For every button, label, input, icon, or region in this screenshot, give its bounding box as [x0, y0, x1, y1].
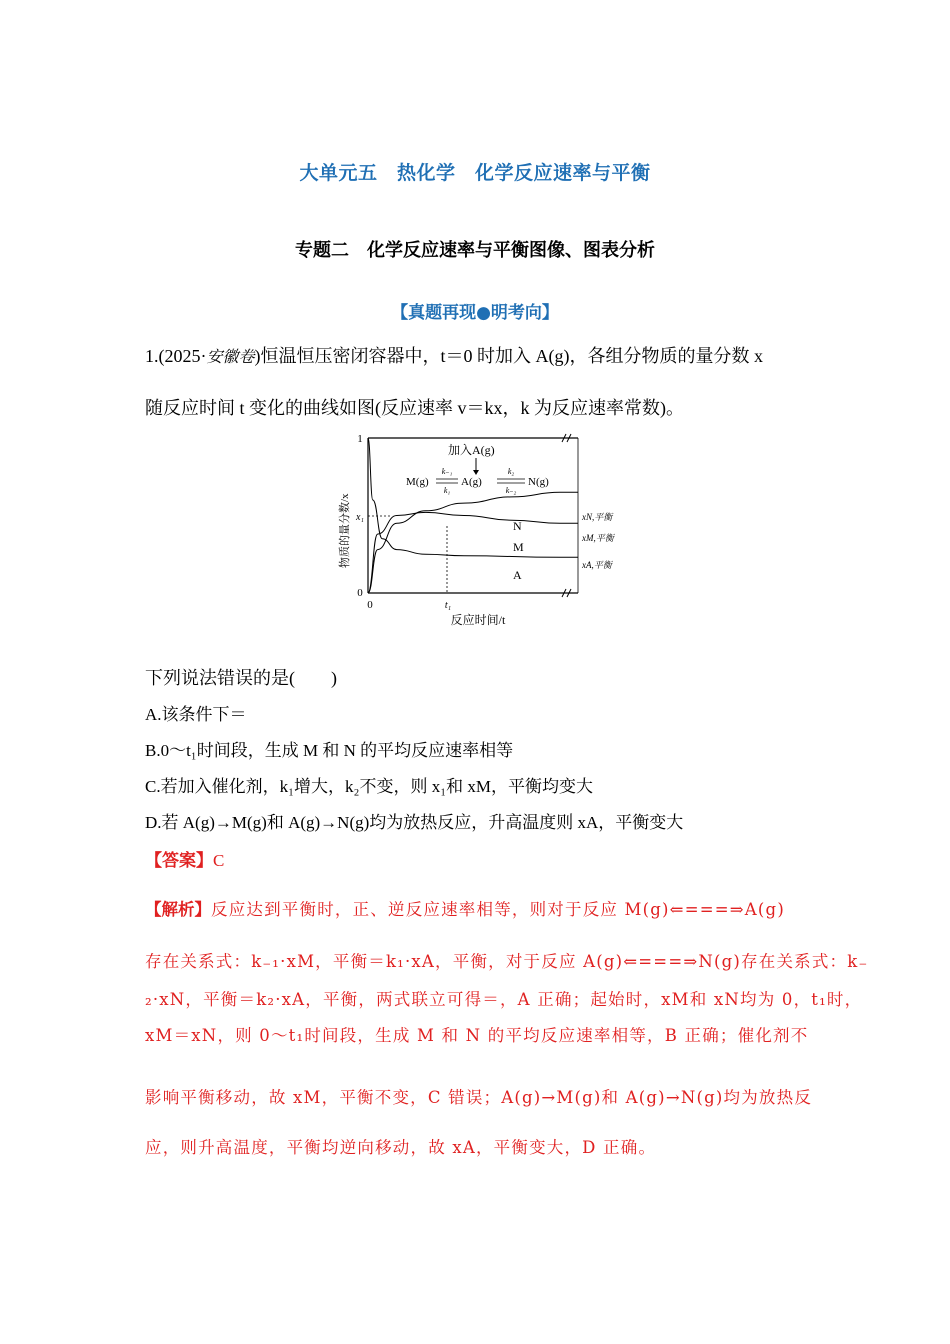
- y-axis-label: 物质的量分数/x: [339, 493, 351, 568]
- option-c: C.若加入催化剂，k₁增大，k₂不变，则 x₁和 xM，平衡均变大: [145, 777, 593, 796]
- analysis-line-6: 应，则升高温度，平衡均逆向移动，故 xA，平衡变大，D 正确。: [145, 1138, 657, 1157]
- analysis-line-2: 存在关系式：k₋₁·xM，平衡＝k₁·xA，平衡，对于反应 A(g)⇐===⇒N(g)存在关系式：k₋: [145, 952, 869, 971]
- scheme-left: M(g): [406, 476, 429, 488]
- series-M-label: M: [513, 540, 524, 554]
- y-tick-0: 0: [357, 587, 363, 599]
- series-N-end-label: xN,平衡: [582, 512, 613, 522]
- series-A-label: A: [513, 568, 522, 582]
- unit-title: 大单元五 热化学 化学反应速率与平衡: [299, 162, 651, 184]
- answer-tag: 【答案】: [145, 851, 213, 871]
- mole-fraction-chart: [330, 428, 630, 633]
- analysis-line-5: 影响平衡移动，故 xM，平衡不变，C 错误；A(g)→M(g)和 A(g)→N(g)均为放热反: [145, 1088, 813, 1107]
- question-line-1: 1.(2025·安徽卷)恒温恒压密闭容器中，t＝0 时加入 A(g)，各组分物质的量分数 x: [145, 346, 763, 366]
- y-tick-1: 1: [357, 433, 363, 445]
- option-d: D.若 A(g)→M(g)和 A(g)→N(g)均为放热反应，升高温度则 xA，平衡变大: [145, 813, 684, 832]
- x-tick-t1: t₁: [444, 600, 452, 611]
- scheme-k-right-bottom: k₋₂: [505, 486, 517, 495]
- analysis-line-4: xM＝xN，则 0～t₁时间段，生成 M 和 N 的平均反应速率相等，B 正确；催化剂不: [145, 1026, 809, 1045]
- analysis-tag: 【解析】: [145, 900, 211, 919]
- series-M-end-label: xM,平衡: [582, 533, 614, 543]
- analysis-line-1: 【解析】反应达到平衡时，正、逆反应速率相等，则对于反应 M(g)⇐===⇒A(g): [145, 900, 785, 919]
- analysis-line-3: ₂·xN，平衡＝k₂·xA，平衡，两式联立可得＝，A 正确；起始时，xM和 xN均为 0，t₁时，: [145, 990, 863, 1009]
- series-N-label: N: [513, 519, 522, 533]
- option-a: A.该条件下＝: [145, 705, 247, 724]
- equilibrium-arrow-right: [497, 479, 525, 483]
- question-source: 安徽卷: [206, 347, 255, 366]
- series-A-end-label: xA,平衡: [582, 560, 612, 570]
- series-N-line: [368, 492, 578, 593]
- question-prompt: 下列说法错误的是( ): [145, 668, 337, 688]
- scheme-k-left-bottom: k₁: [443, 486, 451, 495]
- scheme-right: N(g): [528, 476, 549, 488]
- annotation-add-A: 加入A(g): [448, 443, 495, 457]
- topic-title: 专题二 化学反应速率与平衡图像、图表分析: [295, 240, 655, 261]
- scheme-k-left-top: k₋₁: [441, 467, 453, 476]
- x-axis-label: 反应时间/t: [450, 613, 506, 627]
- x-tick-0: 0: [367, 599, 373, 611]
- answer: [145, 846, 224, 871]
- scheme-k-right-top: k₂: [507, 467, 515, 476]
- answer-value: C: [213, 851, 225, 870]
- y-tick-x1: x₁: [356, 512, 364, 523]
- question-line-2: 随反应时间 t 变化的曲线如图(反应速率 v＝kx，k 为反应速率常数)。: [145, 398, 684, 418]
- series-M-line: [368, 512, 578, 593]
- section-tag: 【真题再现●明考向】: [391, 303, 559, 323]
- option-b: B.0～t₁时间段，生成 M 和 N 的平均反应速率相等: [145, 741, 514, 760]
- scheme-middle: A(g): [461, 476, 482, 488]
- equilibrium-arrow-left: [436, 479, 458, 483]
